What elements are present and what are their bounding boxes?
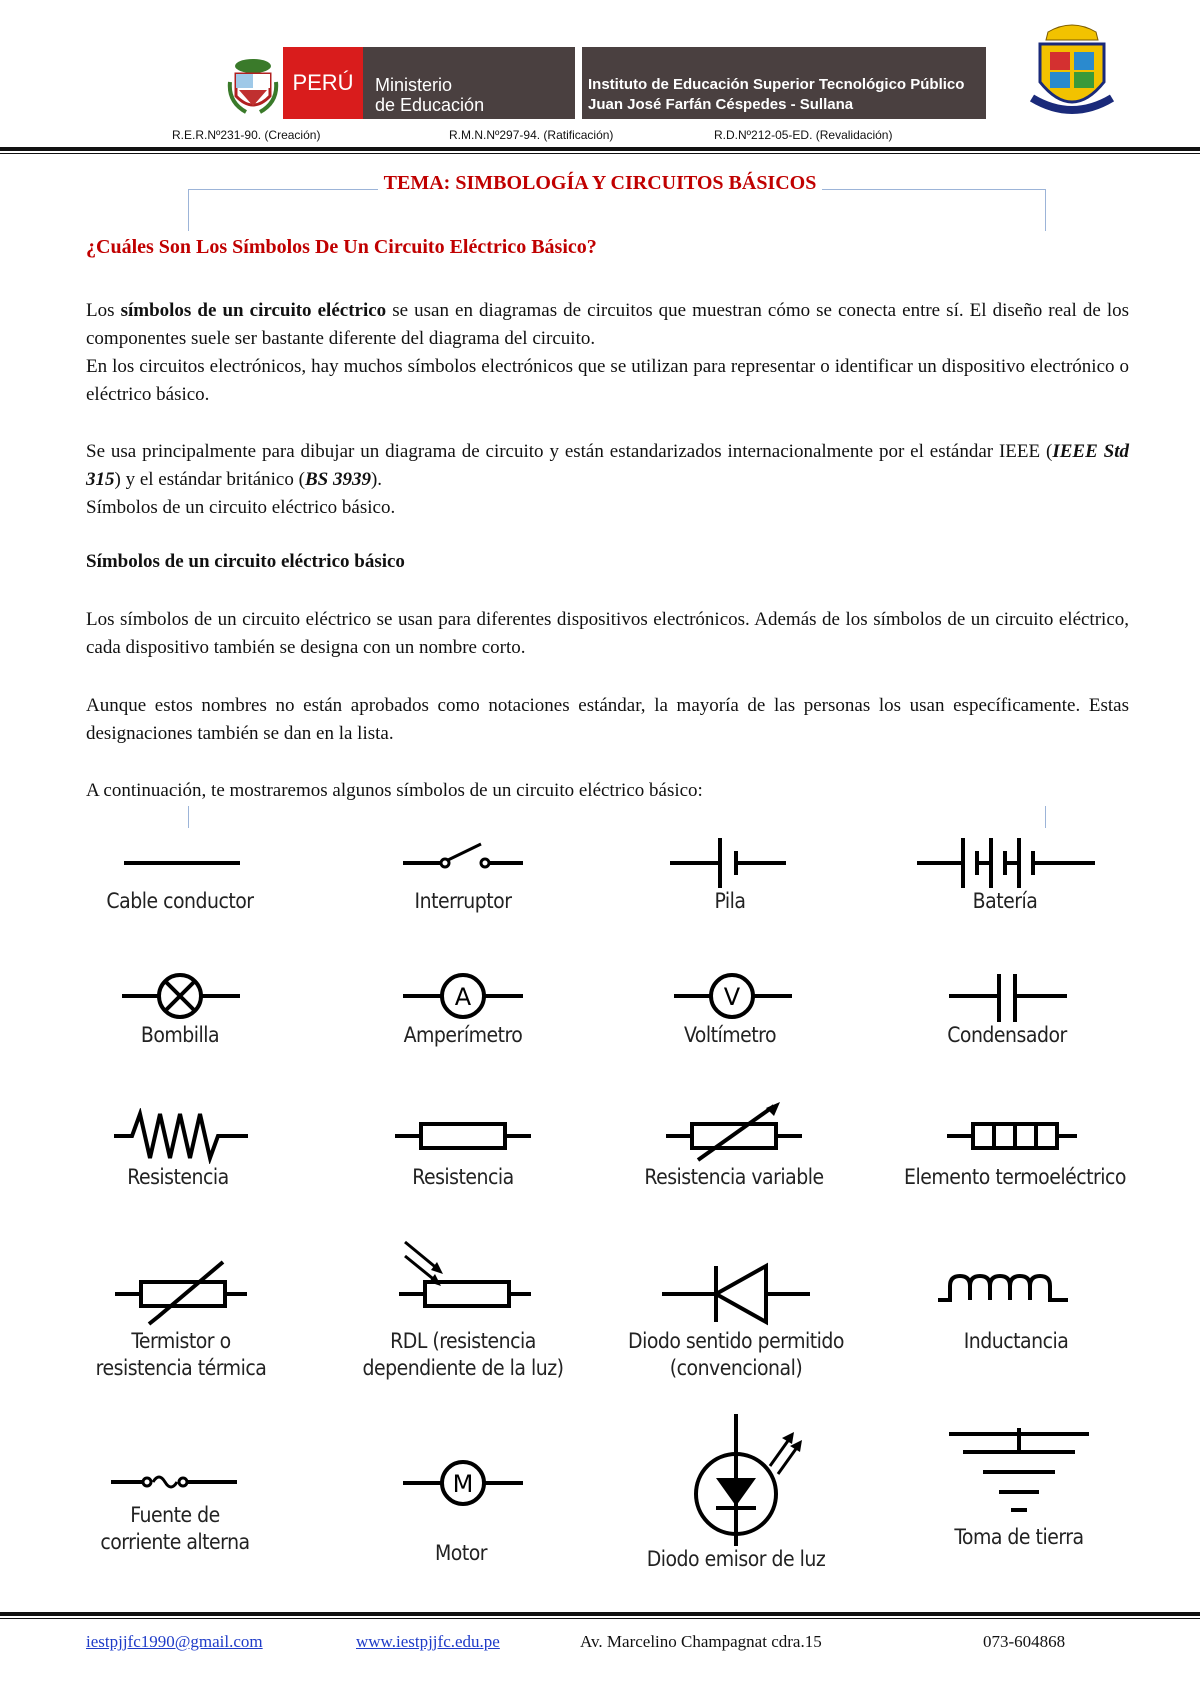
symbol-inductor — [866, 1266, 1166, 1355]
ministerio-label — [363, 47, 575, 119]
symbol-resistor-box — [313, 1108, 613, 1191]
voltmeter-icon — [580, 970, 880, 1022]
symbol-led — [586, 1410, 886, 1573]
footer-address: Av. Marcelino Champagnat cdra.15 — [580, 1632, 822, 1651]
symbol-battery — [855, 838, 1155, 915]
symbol-thermistor — [31, 1258, 331, 1382]
thermoelectric-icon — [865, 1108, 1165, 1164]
section-heading: Símbolos de un circuito eléctrico básico — [86, 551, 405, 572]
paragraph-7: A continuación, te mostraremos algunos símbolos de un circuito eléctrico básico: — [86, 780, 703, 801]
symbol-thermoelectric — [865, 1108, 1165, 1191]
ieee-std: IEEE Std 315 — [86, 441, 1129, 490]
symbol-switch — [313, 838, 613, 915]
footer-website[interactable] — [356, 1632, 500, 1652]
symbol-label: Pila — [714, 889, 746, 913]
symbol-label: Diodo sentido permitido (convencional) — [628, 1329, 844, 1380]
ministerio-line1: Ministerio — [375, 75, 453, 95]
symbol-motor — [311, 1458, 611, 1567]
paragraph-5: Los símbolos de un circuito eléctrico se usan para diferentes dispositivos electrónicos. Además de los símbolos de un circuito eléctrico, cada dispositivo también se designa con un nombre corto. — [86, 609, 1129, 658]
symbol-ac-source — [25, 1462, 325, 1556]
paragraph-6: Aunque estos nombres no están aprobados como notaciones estándar, la mayoría de las personas los usan específicamente. Estas designaciones también se dan en la lista. — [86, 695, 1129, 744]
symbol-resistor-zigzag — [28, 1108, 328, 1191]
email-link[interactable]: iestpjjfc1990@gmail.com — [86, 1632, 263, 1651]
symbol-label: Toma de tierra — [954, 1525, 1084, 1549]
symbol-ammeter — [313, 970, 613, 1049]
ac-source-icon — [25, 1462, 325, 1502]
website-link[interactable]: www.iestpjjfc.edu.pe — [356, 1632, 500, 1651]
symbol-label: Cable conductor — [106, 889, 254, 913]
battery-icon — [855, 838, 1155, 888]
resistor-zigzag-icon — [28, 1108, 328, 1164]
footer-divider-thin — [0, 1618, 1200, 1619]
voltmeter-letter: V — [723, 983, 741, 1011]
symbol-lamp — [30, 970, 330, 1049]
symbol-variable-resistor — [584, 1100, 884, 1191]
switch-icon — [313, 838, 613, 888]
resolution-ratificacion: R.M.N.Nº297-94. (Ratificación) — [449, 128, 614, 142]
symbol-cable — [30, 838, 330, 915]
symbol-label: Interruptor — [414, 889, 512, 913]
peru-coat-of-arms — [226, 52, 280, 118]
symbol-ldr — [313, 1236, 613, 1382]
resolution-revalidacion: R.D.Nº212-05-ED. (Revalidación) — [714, 128, 893, 142]
symbol-label: Resistencia — [127, 1165, 229, 1189]
cable-icon — [30, 838, 330, 888]
header-divider-thin — [0, 153, 1200, 154]
capacitor-icon — [857, 970, 1157, 1022]
title-frame-left — [188, 189, 189, 231]
section-question: ¿Cuáles Son Los Símbolos De Un Circuito Eléctrico Básico? — [86, 236, 597, 258]
symbol-label: Batería — [972, 889, 1038, 913]
header-divider — [0, 147, 1200, 151]
title-frame-right — [1045, 189, 1046, 231]
footer-email[interactable] — [86, 1632, 263, 1652]
ground-icon — [869, 1424, 1169, 1524]
ministerio-line2: de Educación — [375, 95, 485, 115]
symbol-capacitor — [857, 970, 1157, 1049]
institute-logo — [1028, 18, 1116, 122]
institute-label — [582, 47, 986, 119]
page-title: TEMA: SIMBOLOGÍA Y CIRCUITOS BÁSICOS — [0, 172, 1200, 195]
symbol-label: Inductancia — [963, 1329, 1069, 1353]
symbol-label: Bombilla — [140, 1023, 220, 1047]
resistor-box-icon — [313, 1108, 613, 1164]
symbol-label: Voltímetro — [683, 1023, 777, 1047]
symbol-ground — [869, 1424, 1169, 1551]
ammeter-letter: A — [454, 983, 472, 1011]
paragraph-3: Se usa principalmente para dibujar un diagrama de circuito y están estandarizados internacionalmente por el estándar IEEE (IEEE Std 315) y el estándar británico (BS 3939). — [86, 441, 1129, 490]
inductor-icon — [866, 1266, 1166, 1328]
motor-letter: M — [452, 1470, 474, 1498]
symbol-label: Amperímetro — [403, 1023, 523, 1047]
peru-badge: PERÚ — [283, 47, 363, 119]
emphasis-symbols: símbolos de un circuito eléctrico — [120, 300, 387, 321]
footer-phone: 073-604868 — [983, 1632, 1066, 1651]
resolution-creacion: R.E.R.Nº231-90. (Creación) — [172, 128, 321, 142]
paragraph-4: Símbolos de un circuito eléctrico básico. — [86, 497, 396, 518]
symbol-label: RDL (resistencia dependiente de la luz) — [362, 1329, 564, 1380]
symbol-label: Motor — [434, 1541, 488, 1565]
symbol-label: Diodo emisor de luz — [646, 1547, 826, 1571]
led-icon — [586, 1410, 886, 1550]
cell-icon — [580, 838, 880, 888]
institute-line1: Instituto de Educación Superior Tecnológico Público — [588, 76, 965, 93]
thermistor-icon — [31, 1258, 331, 1328]
variable-resistor-icon — [584, 1100, 884, 1164]
symbol-label: Elemento termoeléctrico — [904, 1165, 1126, 1189]
frame-bottom-right — [1045, 806, 1046, 828]
lamp-icon — [30, 970, 330, 1022]
symbol-cell — [580, 838, 880, 915]
ammeter-icon — [313, 970, 613, 1022]
symbol-diode — [586, 1260, 886, 1382]
motor-icon — [311, 1458, 611, 1508]
paragraph-1: Los símbolos de un circuito eléctrico se usan en diagramas de circuitos que muestran cómo se conecta entre sí. El diseño real de los componentes suele ser bastante diferente del diagrama del circuito. — [86, 300, 1130, 349]
bs-std: BS 3939 — [304, 469, 371, 490]
symbol-label: Condensador — [947, 1023, 1067, 1047]
symbol-label: Termistor o resistencia térmica — [95, 1329, 267, 1380]
frame-bottom-left — [188, 806, 189, 828]
paragraph-2: En los circuitos electrónicos, hay muchos símbolos electrónicos que se utilizan para representar o identificar un dispositivo electrónico o eléctrico básico. — [86, 356, 1129, 405]
symbol-label: Resistencia — [412, 1165, 514, 1189]
symbol-label: Resistencia variable — [644, 1165, 824, 1189]
institute-line2: Juan José Farfán Céspedes - Sullana — [588, 96, 854, 113]
symbol-label: Fuente de corriente alterna — [100, 1503, 250, 1554]
footer-divider — [0, 1612, 1200, 1616]
ldr-icon — [313, 1236, 613, 1328]
diode-icon — [586, 1260, 886, 1328]
symbol-voltmeter — [580, 970, 880, 1049]
